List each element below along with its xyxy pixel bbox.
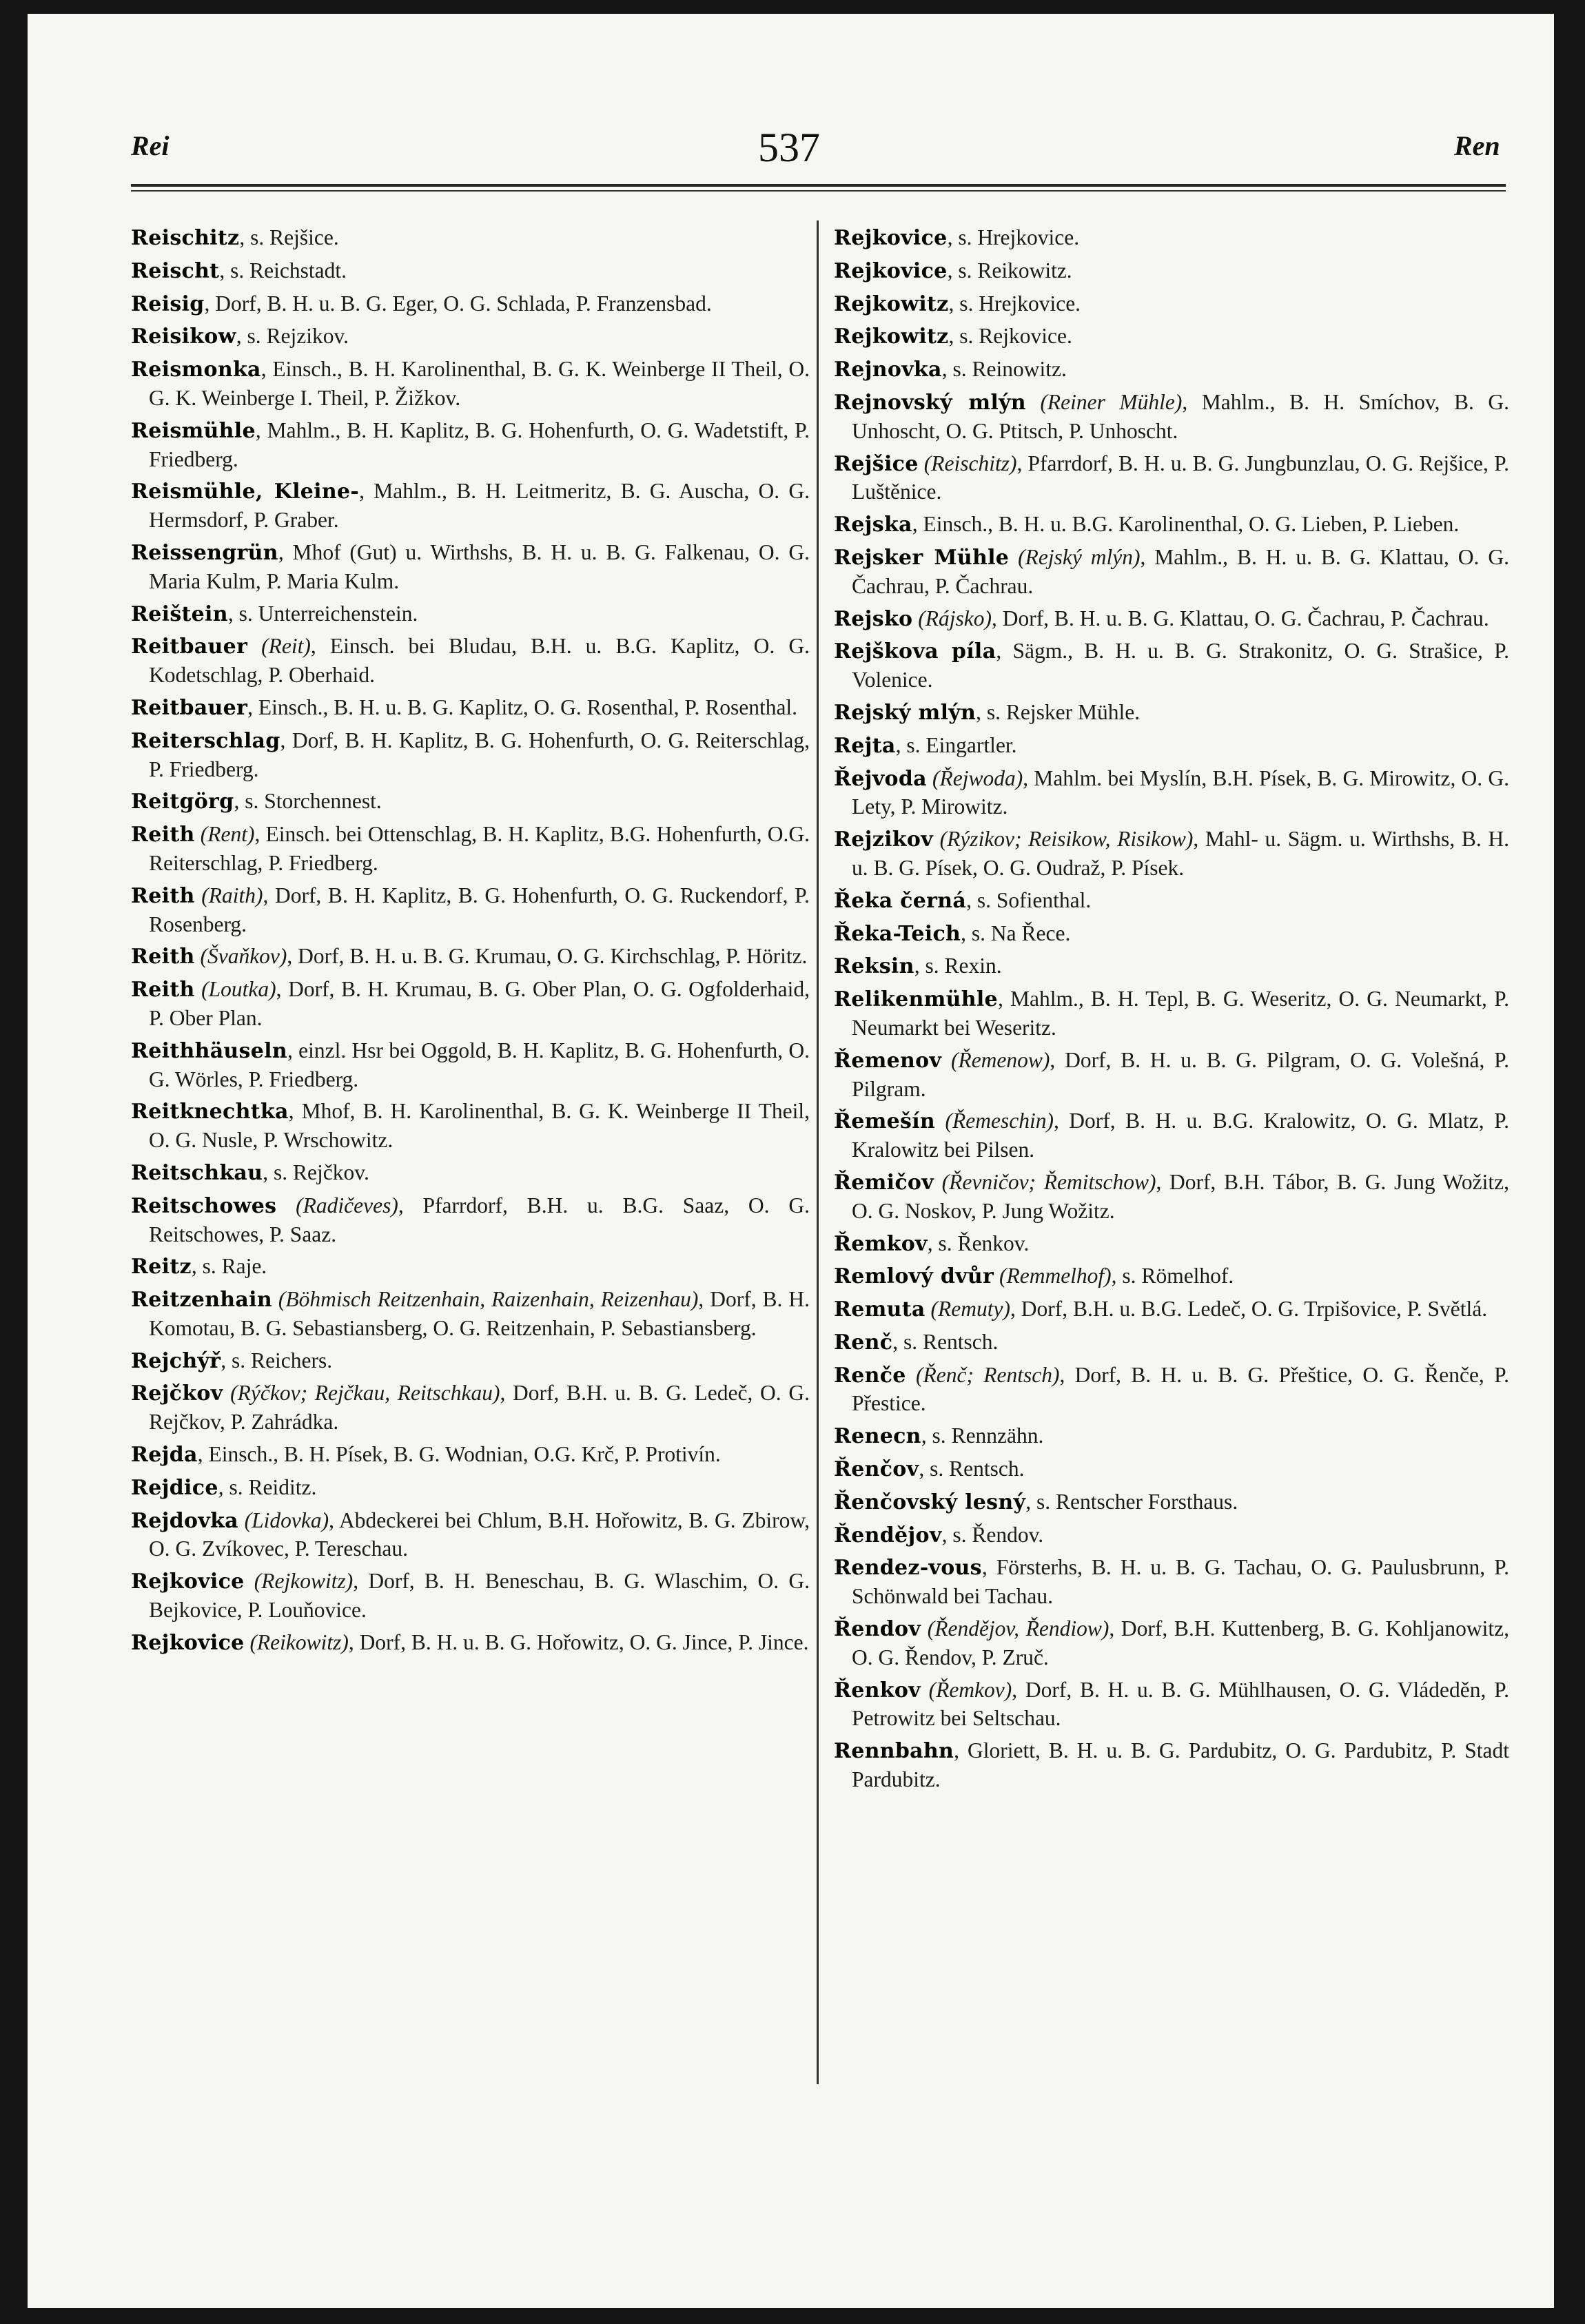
entry-alt-name: (Loutka) — [194, 977, 276, 1002]
entry-headword: Reitknechtka — [131, 1100, 289, 1124]
gazetteer-entry — [834, 1230, 1509, 1259]
entry-text: , Mahlm., B. H. Leitmeritz, B. G. Auscha, O. G. Hermsdorf, P. Graber. — [149, 479, 810, 533]
entry-text: , s. Rejčkov. — [263, 1160, 369, 1184]
entry-headword: Řendov — [834, 1617, 921, 1642]
entry-text: , s. Reiditz. — [218, 1474, 317, 1499]
entry-headword: Rejčkov — [131, 1381, 223, 1406]
entry-text: , Einsch. bei Ottenschlag, B. H. Kaplitz, B.G. Hohenfurth, O.G. Reiterschlag, P. Friedberg. — [149, 822, 810, 875]
gazetteer-entry — [131, 1192, 810, 1249]
gazetteer-entry — [834, 920, 1509, 949]
entry-text: , s. Řenkov. — [927, 1231, 1030, 1255]
entry-headword: Řemičov — [834, 1170, 934, 1195]
entry-text: , Mahlm., B. H. Kaplitz, B. G. Hohenfurth, O. G. Wadetstift, P. Friedberg. — [149, 418, 810, 471]
entry-headword: Rejzikov — [834, 827, 933, 852]
gazetteer-entry — [834, 1615, 1509, 1672]
entry-headword: Reisig — [131, 291, 205, 316]
entry-text: , Försterhs, B. H. u. B. G. Tachau, O. G. Paulusbrunn, P. Schönwald bei Tachau. — [852, 1555, 1509, 1609]
gazetteer-entry — [131, 356, 810, 413]
entry-text: , Dorf, B. H. u. B. G. Pilgram, O. G. Volešná, P. Pilgram. — [852, 1047, 1509, 1101]
gazetteer-entry — [834, 699, 1509, 728]
entry-headword: Rejsker Mühle — [834, 545, 1010, 570]
entry-text: , Einsch., B. H. Karolinenthal, B. G. K. Weinberge II Theil, O. G. K. Weinberge I. Theil, P. Žižkov. — [149, 357, 810, 410]
entry-text: , Dorf, B. H. u. B. G. Klattau, O. G. Čachrau, P. Čachrau. — [991, 606, 1489, 630]
entry-text: , s. Rejkovice. — [948, 324, 1072, 349]
gazetteer-entry — [834, 887, 1509, 916]
gazetteer-entry — [131, 477, 810, 535]
entry-headword: Rejkowitz — [834, 291, 949, 316]
entry-text: , s. Řendov. — [941, 1522, 1044, 1547]
entry-headword: Rennbahn — [834, 1739, 954, 1764]
entry-text: , Dorf, B. H. u. B. G. Eger, O. G. Schlada, P. Franzensbad. — [204, 291, 712, 316]
entry-headword: Rejnovský mlýn — [834, 390, 1026, 415]
entry-headword: Reisikow — [131, 325, 236, 349]
entry-headword: Rejska — [834, 513, 912, 537]
gazetteer-entry — [131, 290, 810, 319]
entry-headword: Rejský mlýn — [834, 700, 976, 725]
entry-text: , Pfarrdorf, B. H. u. B. G. Jungbunzlau, O. G. Rejšice, P. Luštěnice. — [852, 451, 1509, 504]
entry-text: , s. Rennzähn. — [921, 1423, 1044, 1448]
entry-alt-name: (Rájsko) — [912, 606, 992, 630]
entry-alt-name: (Řenč; Rentsch) — [906, 1362, 1060, 1387]
header-rule-thick — [131, 184, 1506, 187]
entry-headword: Reitschkau — [131, 1160, 263, 1185]
gazetteer-entry — [131, 1253, 810, 1282]
entry-headword: Řenčovský lesný — [834, 1490, 1026, 1514]
gazetteer-entry — [131, 821, 810, 878]
entry-text: , s. Hrejkovice. — [948, 291, 1081, 316]
entry-text: , Dorf, B.H. u. B. G. Ledeč, O. G. Rejčkov, P. Zahrádka. — [149, 1381, 810, 1434]
entry-alt-name: (Remuty) — [925, 1297, 1010, 1322]
entry-text: , Dorf, B.H. Kuttenberg, B. G. Kohljanowitz, O. G. Řendov, P. Zruč. — [852, 1616, 1509, 1669]
entry-headword: Reith — [131, 823, 195, 847]
gazetteer-entry — [834, 1422, 1509, 1451]
entry-alt-name: (Rejkowitz) — [244, 1569, 354, 1594]
entry-headword: Řenčov — [834, 1457, 919, 1482]
page-number: 537 — [758, 125, 820, 170]
right-column — [834, 224, 1509, 1798]
entry-text: , Mahlm., B. H. Smíchov, B. G. Unhoscht, O. G. Ptitsch, P. Unhoscht. — [852, 389, 1510, 443]
entry-text: , s. Rejzikov. — [236, 324, 349, 349]
entry-alt-name: (Řemkov) — [920, 1677, 1012, 1702]
gazetteer-entry — [131, 788, 810, 816]
gazetteer-entry — [834, 765, 1509, 822]
entry-text: , Mahlm., B. H. Tepl, B. G. Weseritz, O. G. Neumarkt, P. Neumarkt bei Weseritz. — [852, 987, 1509, 1040]
running-head-right: Ren — [1454, 130, 1500, 161]
gazetteer-entry — [131, 1567, 810, 1625]
gazetteer-entry — [131, 257, 810, 286]
entry-text: , s. Sofienthal. — [966, 887, 1092, 912]
entry-text: , Abdeckerei bei Chlum, B.H. Hořowitz, B. G. Zbirow, O. G. Zvíkovec, P. Tereschau. — [149, 1508, 810, 1561]
entry-headword: Rejdice — [131, 1475, 218, 1500]
entry-text: , s. Reichstadt. — [219, 258, 347, 282]
entry-headword: Rejkovice — [834, 258, 948, 283]
gazetteer-entry — [834, 1047, 1509, 1104]
entry-text: , s. Na Řece. — [961, 921, 1071, 945]
dictionary-page — [28, 14, 1554, 2308]
gazetteer-entry — [834, 637, 1509, 695]
entry-text: , s. Rexin. — [914, 954, 1002, 978]
entry-headword: Rejnovka — [834, 358, 942, 382]
entry-headword: Reischt — [131, 258, 220, 283]
entry-text: , Einsch. bei Bludau, B.H. u. B.G. Kaplitz, O. G. Kodetschlag, P. Oberhaid. — [149, 634, 810, 688]
entry-alt-name: (Böhmisch Reitzenhain, Raizenhain, Reizenhau) — [272, 1287, 699, 1312]
gazetteer-entry — [834, 825, 1509, 883]
gazetteer-entry — [834, 389, 1509, 446]
entry-alt-name: (Řejwoda) — [926, 765, 1023, 790]
entry-headword: Rejda — [131, 1443, 198, 1468]
entry-alt-name: (Lidovka) — [238, 1508, 329, 1532]
entry-alt-name: (Švaňkov) — [194, 944, 287, 969]
gazetteer-entry — [131, 1347, 810, 1376]
entry-alt-name: (Řemenow) — [941, 1047, 1050, 1072]
entry-headword: Rejkovice — [131, 1630, 245, 1655]
gazetteer-entry — [834, 1676, 1509, 1734]
gazetteer-entry — [131, 539, 810, 596]
entry-text: , Mhof, B. H. Karolinenthal, B. G. K. Weinberge II Theil, O. G. Nusle, P. Wrschowitz. — [149, 1099, 810, 1153]
gazetteer-entry — [834, 1262, 1509, 1291]
entry-text: , Dorf, B. H. Kaplitz, B. G. Hohenfurth, O. G. Reiterschlag, P. Friedberg. — [149, 728, 810, 781]
gazetteer-entry — [131, 600, 810, 629]
entry-headword: Reitz — [131, 1255, 192, 1279]
entry-text: , Dorf, B. H. Komotau, B. G. Sebastiansberg, O. G. Reitzenhain, P. Sebastiansberg. — [149, 1287, 810, 1340]
gazetteer-entry — [834, 322, 1509, 351]
gazetteer-entry — [131, 882, 810, 939]
entry-headword: Řejvoda — [834, 766, 927, 791]
gazetteer-entry — [131, 1159, 810, 1188]
entry-text: , Gloriett, B. H. u. B. G. Pardubitz, O. G. Pardubitz, P. Stadt Pardubitz. — [852, 1738, 1509, 1792]
entry-headword: Reith — [131, 883, 195, 908]
entry-headword: Reiterschlag — [131, 728, 280, 753]
gazetteer-entry — [834, 605, 1509, 634]
gazetteer-entry — [131, 224, 810, 253]
entry-headword: Renč — [834, 1330, 893, 1355]
entry-text: , s. Raje. — [191, 1254, 267, 1279]
gazetteer-entry — [131, 1037, 810, 1094]
entry-alt-name: (Radičeves) — [276, 1193, 398, 1217]
entry-text: , Mahlm., B. H. u. B. G. Klattau, O. G. Čachrau, P. Čachrau. — [852, 544, 1509, 598]
entry-text: , s. Hrejkovice. — [947, 225, 1080, 249]
entry-alt-name: (Reit) — [247, 634, 311, 659]
entry-headword: Řeka-Teich — [834, 921, 961, 946]
entry-headword: Reismonka — [131, 358, 261, 382]
entry-headword: Reithhäuseln — [131, 1038, 287, 1063]
entry-headword: Reištein — [131, 601, 228, 626]
entry-text: , s. Rejsker Mühle. — [976, 699, 1141, 724]
entry-alt-name: (Řevničov; Řemitschow) — [933, 1169, 1156, 1194]
entry-alt-name: (Reiner Mühle) — [1025, 389, 1183, 414]
gazetteer-entry — [131, 1379, 810, 1437]
gazetteer-entry — [834, 290, 1509, 319]
entry-text: , s. Reichers. — [221, 1348, 333, 1372]
entry-headword: Řemešín — [834, 1109, 936, 1134]
entry-text: , s. Reikowitz. — [947, 258, 1072, 282]
entry-text: , Dorf, B. H. u. B. G. Přeštice, O. G. Řenče, P. Přestice. — [852, 1362, 1510, 1416]
entry-headword: Rejkowitz — [834, 325, 949, 349]
entry-alt-name: (Rýčkov; Rejčkau, Reitschkau) — [223, 1381, 500, 1406]
entry-headword: Řemkov — [834, 1231, 928, 1256]
entry-text: , Dorf, B.H. Tábor, B. G. Jung Wožitz, O. G. Noskov, P. Jung Wožitz. — [852, 1169, 1509, 1223]
entry-alt-name: (Reikowitz) — [244, 1629, 349, 1654]
entry-headword: Reith — [131, 945, 195, 969]
entry-headword: Reksin — [834, 954, 914, 979]
entry-alt-name: (Řendějov, Řendiow) — [921, 1616, 1110, 1641]
entry-headword: Řeka černá — [834, 888, 967, 913]
entry-headword: Rejšice — [834, 451, 919, 476]
gazetteer-entry — [131, 633, 810, 690]
entry-headword: Reismühle — [131, 418, 256, 443]
gazetteer-entry — [834, 257, 1509, 286]
gazetteer-entry — [834, 1169, 1509, 1226]
entry-headword: Reitbauer — [131, 635, 248, 659]
entry-alt-name: (Řemeschin) — [935, 1109, 1054, 1133]
entry-headword: Rendez-vous — [834, 1556, 982, 1581]
gazetteer-entry — [834, 1107, 1509, 1164]
entry-alt-name: (Reischitz) — [918, 451, 1017, 475]
entry-headword: Renče — [834, 1363, 906, 1388]
entry-headword: Reith — [131, 978, 195, 1002]
entry-text: , Einsch., B. H. u. B.G. Karolinenthal, O. G. Lieben, P. Lieben. — [912, 512, 1460, 537]
gazetteer-entry — [834, 224, 1509, 253]
gazetteer-entry — [131, 943, 810, 971]
entry-headword: Reitzenhain — [131, 1288, 272, 1313]
entry-text: , s. Rentscher Forsthaus. — [1025, 1489, 1238, 1514]
gazetteer-entry — [834, 1455, 1509, 1484]
entry-text: , Dorf, B. H. Kaplitz, B. G. Hohenfurth, O. G. Ruckendorf, P. Rosenberg. — [149, 883, 810, 936]
gazetteer-entry — [131, 694, 810, 723]
entry-headword: Reissengrün — [131, 540, 278, 565]
entry-headword: Reitschowes — [131, 1193, 277, 1218]
running-head-left: Rei — [131, 130, 170, 161]
entry-alt-name: (Rýzikov; Reisikow, Risikow) — [932, 827, 1194, 852]
gazetteer-entry — [834, 1737, 1509, 1794]
left-column — [131, 224, 810, 1662]
entry-headword: Renecn — [834, 1424, 921, 1449]
entry-headword: Remuta — [834, 1297, 926, 1322]
entry-text: , Dorf, B. H. Beneschau, B. G. Wlaschim, O. G. Bejkovice, P. Louňovice. — [149, 1569, 810, 1623]
entry-text: , Dorf, B. H. u. B. G. Krumau, O. G. Kirchschlag, P. Höritz. — [287, 944, 808, 969]
gazetteer-entry — [834, 1328, 1509, 1357]
entry-headword: Reitgörg — [131, 790, 234, 814]
gazetteer-entry — [834, 1521, 1509, 1550]
entry-text: , Dorf, B. H. Krumau, B. G. Ober Plan, O. G. Ogfolderhaid, P. Ober Plan. — [149, 977, 810, 1030]
gazetteer-entry — [834, 544, 1509, 601]
entry-text: , Sägm., B. H. u. B. G. Strakonitz, O. G. Strašice, P. Volenice. — [852, 639, 1510, 692]
entry-text: , s. Rejšice. — [239, 225, 339, 249]
gazetteer-entry — [834, 511, 1509, 539]
entry-text: , s. Eingartler. — [895, 732, 1017, 757]
entry-text: , Dorf, B. H. u. B.G. Kralowitz, O. G. Mlatz, P. Kralowitz bei Pilsen. — [852, 1109, 1509, 1162]
entry-text: , Mahl- u. Sägm. u. Wirthshs, B. H. u. B. G. Písek, O. G. Oudraž, P. Písek. — [852, 827, 1509, 880]
entry-headword: Rejdovka — [131, 1508, 238, 1533]
gazetteer-entry — [131, 1098, 810, 1155]
entry-headword: Rejsko — [834, 606, 913, 631]
entry-text: , s. Rentsch. — [892, 1329, 999, 1354]
gazetteer-entry — [131, 417, 810, 474]
entry-alt-name: (Raith) — [194, 883, 263, 907]
gazetteer-entry — [834, 1488, 1509, 1517]
entry-text: , s. Unterreichenstein. — [227, 601, 418, 626]
entry-headword: Reismühle, Kleine- — [131, 480, 360, 504]
gazetteer-entry — [131, 727, 810, 784]
gazetteer-entry — [131, 1507, 810, 1564]
gazetteer-entry — [834, 1554, 1509, 1611]
entry-text: , Dorf, B.H. u. B.G. Ledeč, O. G. Trpišovice, P. Světlá. — [1010, 1297, 1488, 1322]
column-divider — [817, 220, 819, 2084]
entry-text: , Mahlm. bei Myslín, B.H. Písek, B. G. Mirowitz, O. G. Lety, P. Mirowitz. — [852, 765, 1509, 819]
header-rule-thin — [131, 190, 1506, 192]
entry-text: , Mhof (Gut) u. Wirthshs, B. H. u. B. G. Falkenau, O. G. Maria Kulm, P. Maria Kulm. — [149, 539, 810, 593]
entry-text: , s. Reinowitz. — [941, 357, 1067, 382]
gazetteer-entry — [834, 450, 1509, 507]
gazetteer-entry — [834, 985, 1509, 1042]
gazetteer-entry — [131, 1441, 810, 1470]
entry-headword: Relikenmühle — [834, 987, 998, 1012]
entry-text: , s. Storchennest. — [234, 789, 382, 814]
gazetteer-entry — [834, 732, 1509, 761]
gazetteer-entry — [834, 1361, 1509, 1419]
entry-headword: Řenkov — [834, 1678, 921, 1703]
entry-headword: Reischitz — [131, 226, 240, 250]
entry-headword: Rejkovice — [834, 226, 948, 250]
entry-text: , Einsch., B. H. u. B. G. Kaplitz, O. G. Rosenthal, P. Rosenthal. — [247, 695, 798, 719]
entry-text: , Dorf, B. H. u. B. G. Mühlhausen, O. G. Vládeděn, P. Petrowitz bei Seltschau. — [852, 1677, 1509, 1731]
gazetteer-entry — [131, 322, 810, 351]
entry-text: , Einsch., B. H. Písek, B. G. Wodnian, O.G. Krč, P. Protivín. — [197, 1442, 721, 1467]
entry-text: , s. Römelhof. — [1111, 1264, 1234, 1288]
gazetteer-entry — [834, 356, 1509, 384]
entry-text: , einzl. Hsr bei Oggold, B. H. Kaplitz, B. G. Hohenfurth, O. G. Wörles, P. Friedberg. — [149, 1038, 810, 1091]
entry-headword: Rejta — [834, 733, 896, 758]
entry-headword: Řendějov — [834, 1523, 942, 1547]
gazetteer-entry — [834, 1295, 1509, 1324]
entry-headword: Řemenov — [834, 1048, 942, 1073]
entry-headword: Rejchýř — [131, 1348, 221, 1373]
entry-alt-name: (Rejský mlýn) — [1009, 544, 1141, 569]
gazetteer-entry — [131, 1286, 810, 1343]
entry-alt-name: (Rent) — [194, 822, 255, 847]
gazetteer-entry — [131, 1629, 810, 1658]
gazetteer-entry — [131, 976, 810, 1033]
entry-headword: Reitbauer — [131, 695, 248, 720]
gazetteer-entry — [834, 952, 1509, 981]
entry-text: , s. Rentsch. — [919, 1457, 1025, 1481]
entry-alt-name: (Remmelhof) — [994, 1264, 1112, 1288]
entry-headword: Remlový dvůr — [834, 1264, 994, 1289]
entry-text: , Dorf, B. H. u. B. G. Hořowitz, O. G. Jince, P. Jince. — [348, 1629, 809, 1654]
entry-text: , Pfarrdorf, B.H. u. B.G. Saaz, O. G. Reitschowes, P. Saaz. — [149, 1193, 810, 1246]
entry-headword: Rejškova píla — [834, 639, 996, 664]
gazetteer-entry — [131, 1474, 810, 1503]
entry-headword: Rejkovice — [131, 1570, 245, 1594]
